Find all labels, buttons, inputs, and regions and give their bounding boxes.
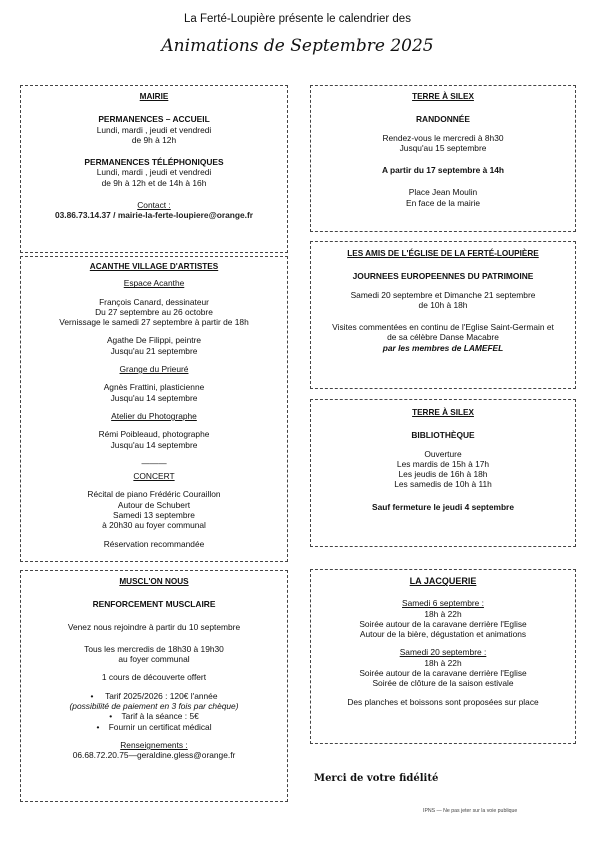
jacquerie-date-1-line-1: Soirée autour de la caravane derrière l'Eglise bbox=[359, 618, 527, 629]
rando-line-2: Jusqu'au 15 septembre bbox=[399, 142, 487, 153]
biblio-line-3: Les jeudis de 16h à 18h bbox=[398, 469, 488, 480]
atelier-line-2: Jusqu'au 14 septembre bbox=[110, 439, 198, 450]
rando-subtitle: RANDONNÉE bbox=[416, 114, 470, 125]
perm-tel-heading: PERMANENCES TÉLÉPHONIQUES bbox=[84, 157, 224, 168]
concert-line-1: Récital de piano Frédéric Couraillon bbox=[87, 489, 221, 500]
acanthe-box bbox=[20, 256, 288, 562]
espace-line-5: Jusqu'au 21 septembre bbox=[110, 345, 198, 356]
randonnee-box bbox=[310, 85, 576, 232]
espace-line-2: Du 27 septembre au 26 octobre bbox=[95, 306, 213, 317]
rando-title: TERRE À SILEX bbox=[412, 92, 474, 101]
jacquerie-line-final: Des planches et boissons sont proposées sur place bbox=[347, 696, 539, 707]
biblio-subtitle: BIBLIOTHÈQUE bbox=[411, 430, 475, 441]
eglise-line-2: de 10h à 18h bbox=[418, 299, 468, 310]
jacquerie-date-1-hours: 18h à 22h bbox=[424, 608, 462, 619]
eglise-line-1: Samedi 20 septembre et Dimanche 21 septembre bbox=[350, 289, 536, 300]
bullet: • bbox=[90, 690, 94, 701]
atelier-heading: Atelier du Photographe bbox=[111, 410, 197, 421]
muscl-box bbox=[20, 570, 288, 802]
eglise-line-5: par les membres de LAMEFEL bbox=[382, 342, 504, 353]
contact-info: 03.86.73.14.37 / mairie-la-ferte-loupiere@orange.fr bbox=[54, 210, 254, 221]
accueil-hours: de 9h à 12h bbox=[131, 134, 177, 145]
biblio-line-1: Ouverture bbox=[424, 448, 462, 459]
jacquerie-date-2-line-1: Soirée autour de la caravane derrière l'Eglise bbox=[359, 668, 527, 679]
concert-line-2: Autour de Schubert bbox=[117, 499, 191, 510]
concert-heading: CONCERT bbox=[133, 471, 175, 482]
mairie-box bbox=[20, 85, 288, 253]
biblio-line-2: Les mardis de 15h à 17h bbox=[396, 458, 490, 469]
jacquerie-date-2: Samedi 20 septembre : bbox=[399, 647, 487, 658]
eglise-subtitle: JOURNEES EUROPEENNES DU PATRIMOINE bbox=[352, 271, 534, 282]
perm-accueil-heading: PERMANENCES – ACCUEIL bbox=[98, 114, 210, 125]
eglise-title: LES AMIS DE L'ÉGLISE DE LA FERTÉ-LOUPIÈRE bbox=[347, 249, 539, 258]
ipns-text: IPNS — Ne pas jeter sur la voie publique bbox=[423, 808, 518, 814]
rens-label: Renseignements : bbox=[120, 739, 188, 750]
jacquerie-title: LA JACQUERIE bbox=[409, 576, 477, 586]
espace-line-1: François Canard, dessinateur bbox=[99, 296, 209, 307]
muscl-line-1: Venez nous rejoindre à partir du 10 septembre bbox=[67, 621, 241, 632]
jacquerie-box bbox=[310, 569, 576, 744]
grange-line-2: Jusqu'au 14 septembre bbox=[110, 392, 198, 403]
grange-line-1: Agnès Frattini, plasticienne bbox=[103, 382, 205, 393]
espace-line-3: Vernissage le samedi 27 septembre à partir de 18h bbox=[59, 317, 249, 328]
certif-line bbox=[21, 722, 287, 732]
eglise-line-4: de sa célèbre Danse Macabre bbox=[387, 332, 499, 343]
jacquerie-date-2-line-2: Soirée de clôture de la saison estivale bbox=[372, 678, 514, 689]
espace-line-4: Agathe De Filippi, peintre bbox=[106, 335, 202, 346]
jacquerie-date-1-line-2: Autour de la bière, dégustation et animations bbox=[359, 629, 527, 640]
tarif-text: Tarif 2025/2026 : 120€ l'année bbox=[105, 690, 218, 701]
tel-hours: de 9h à 12h et de 14h à 16h bbox=[101, 177, 207, 188]
seance-line bbox=[21, 711, 287, 721]
contact-label: Contact : bbox=[137, 200, 171, 211]
grange-heading: Grange du Prieuré bbox=[119, 364, 189, 375]
muscl-title: MUSCL'ON NOUS bbox=[119, 577, 189, 586]
rens-contact: 06.68.72.20.75—geraldine.gless@orange.fr bbox=[72, 750, 236, 761]
header-title: Animations de Septembre 2025 bbox=[161, 36, 434, 56]
concert-line-4: à 20h30 au foyer communal bbox=[102, 520, 206, 531]
separator: ——— bbox=[141, 457, 167, 468]
merci-text: Merci de votre fidélité bbox=[314, 773, 439, 784]
concert-line-3: Samedi 13 septembre bbox=[113, 510, 195, 521]
tel-days: Lundi, mardi , jeudi et vendredi bbox=[96, 167, 212, 178]
rando-line-4: Place Jean Moulin bbox=[408, 187, 478, 198]
tarif-note: (possibilité de paiement en 3 fois par chèque) bbox=[69, 701, 239, 712]
accueil-days: Lundi, mardi , jeudi et vendredi bbox=[96, 124, 212, 135]
seance-text: Tarif à la séance : 5€ bbox=[121, 711, 199, 722]
muscl-line-3: au foyer communal bbox=[118, 654, 190, 665]
muscl-subtitle: RENFORCEMENT MUSCLAIRE bbox=[92, 599, 216, 610]
muscl-line-4: 1 cours de découverte offert bbox=[101, 672, 207, 683]
concert-line-5: Réservation recommandée bbox=[103, 538, 205, 549]
bullet: • bbox=[109, 711, 113, 722]
eglise-line-3: Visites commentées en continu de l'Eglise Saint-Germain et bbox=[332, 322, 554, 333]
eglise-box bbox=[310, 241, 576, 389]
tarif-line bbox=[21, 691, 287, 701]
bibliotheque-box bbox=[310, 399, 576, 547]
mairie-title: MAIRIE bbox=[139, 92, 169, 101]
header-line-1: La Ferté-Loupière présente le calendrier des bbox=[184, 13, 411, 25]
muscl-line-2: Tous les mercredis de 18h30 à 19h30 bbox=[84, 643, 224, 654]
bullet: • bbox=[96, 721, 100, 732]
jacquerie-date-2-hours: 18h à 22h bbox=[424, 657, 462, 668]
rando-line-3: A partir du 17 septembre à 14h bbox=[381, 165, 505, 176]
certif-text: Fournir un certificat médical bbox=[108, 721, 212, 732]
jacquerie-date-1: Samedi 6 septembre : bbox=[402, 598, 484, 609]
rando-line-1: Rendez-vous le mercredi à 8h30 bbox=[382, 132, 504, 143]
espace-acanthe-heading: Espace Acanthe bbox=[123, 278, 185, 289]
biblio-line-4: Les samedis de 10h à 11h bbox=[394, 479, 492, 490]
biblio-line-5: Sauf fermeture le jeudi 4 septembre bbox=[372, 501, 514, 512]
rando-line-5: En face de la mairie bbox=[405, 197, 481, 208]
biblio-title: TERRE À SILEX bbox=[412, 408, 474, 417]
atelier-line-1: Rémi Poibleaud, photographe bbox=[98, 429, 210, 440]
acanthe-title: ACANTHE VILLAGE D'ARTISTES bbox=[89, 262, 219, 271]
